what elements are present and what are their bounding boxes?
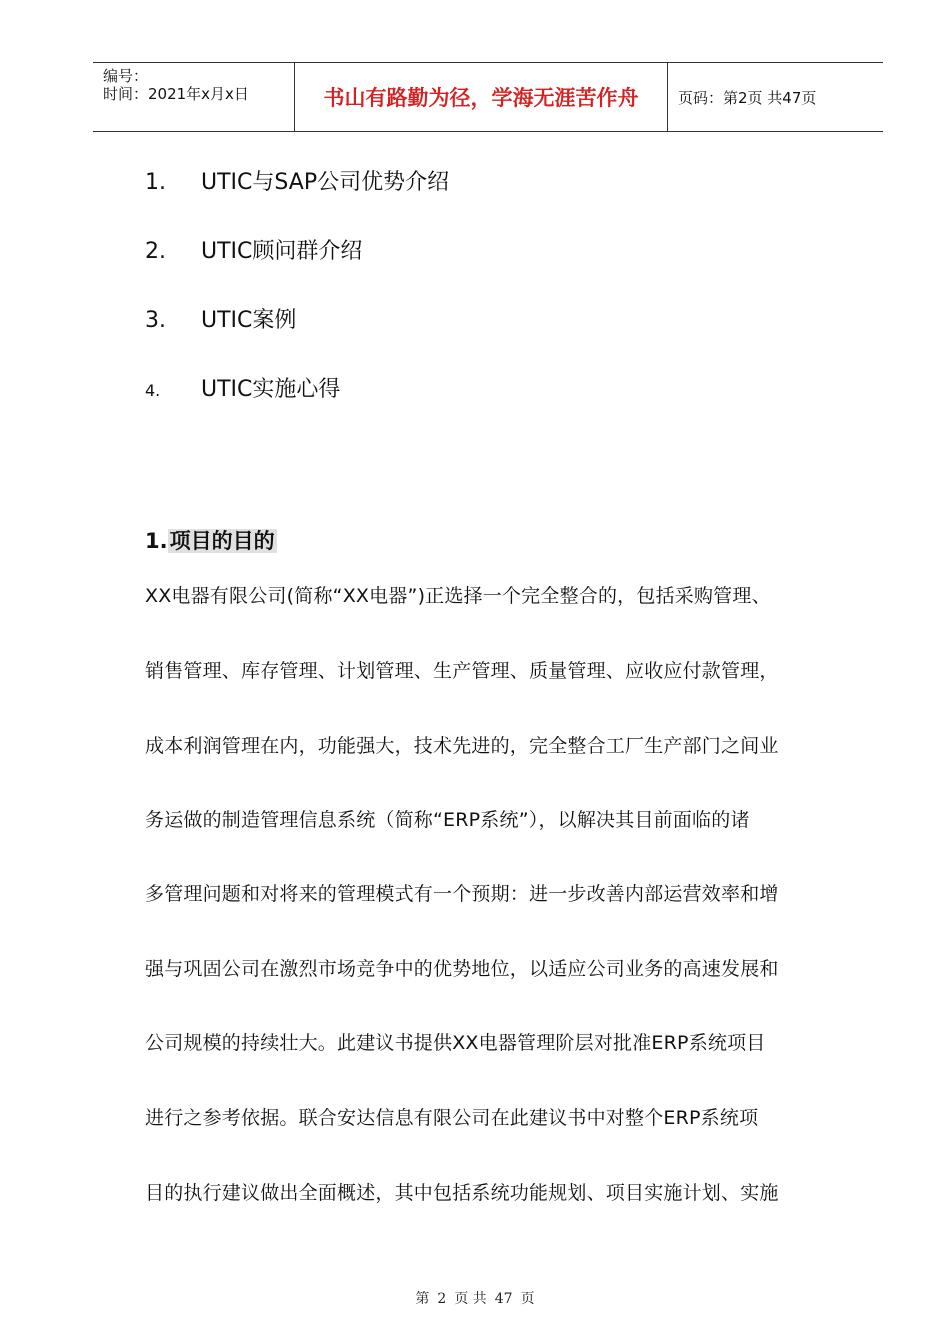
paragraph-line: 进行之参考依据。联合安达信息有限公司在此建议书中对整个ERP系统项: [145, 1107, 759, 1129]
toc-item: [145, 377, 340, 404]
toc-item: [145, 239, 362, 265]
header-page-info: 页码：第2页 共47页: [678, 88, 817, 107]
paragraph-line: 务运做的制造管理信息系统（简称“ERP系统”），以解决其目前面临的诸: [145, 809, 750, 831]
header-page-cell: [668, 63, 883, 131]
toc-item-number: 3.: [145, 308, 166, 333]
toc-item-number: 4.: [145, 381, 161, 400]
footer-mid: 页 共: [454, 1291, 487, 1307]
footer-total-pages: 47: [494, 1291, 513, 1307]
toc-item-text: UTIC案例: [201, 308, 297, 333]
document-time-label: 时间：2021年x月x日: [103, 85, 249, 103]
header-meta-cell: [93, 63, 295, 131]
paragraph-line: 成本利润管理在内，功能强大，技术先进的，完全整合工厂生产部门之间业: [145, 735, 779, 757]
document-number-label: 编号：: [103, 67, 149, 85]
section-number: 1.: [145, 529, 168, 553]
toc-item-text: UTIC与SAP公司优势介绍: [201, 170, 450, 195]
toc-item: [145, 170, 449, 196]
page-footer: [0, 1288, 950, 1308]
section-heading: [145, 527, 277, 555]
footer-prefix: 第: [415, 1291, 430, 1307]
paragraph-line: 多管理问题和对将来的管理模式有一个预期：进一步改善内部运营效率和增: [145, 883, 779, 905]
section-title: 项目的目的: [169, 529, 275, 553]
footer-suffix: 页: [520, 1291, 535, 1307]
paragraph-line: 强与巩固公司在激烈市场竞争中的优势地位，以适应公司业务的高速发展和: [145, 958, 779, 980]
toc-item-number: 2.: [145, 239, 166, 264]
page-header: [93, 62, 883, 132]
toc-item-text: UTIC实施心得: [201, 377, 341, 402]
header-motto-cell: [295, 63, 668, 131]
paragraph-line: 销售管理、库存管理、计划管理、生产管理、质量管理、应收应付款管理，: [145, 660, 779, 682]
toc-item-number: 1.: [145, 170, 166, 195]
toc-item-text: UTIC顾问群介绍: [201, 239, 363, 264]
paragraph-line: XX电器有限公司(简称“XX电器”)正选择一个完全整合的，包括采购管理、: [145, 585, 771, 607]
paragraph-line: 目的执行建议做出全面概述，其中包括系统功能规划、项目实施计划、实施: [145, 1182, 779, 1204]
header-motto: 书山有路勤为径，学海无涯苦作舟: [323, 85, 639, 110]
paragraph-line: 公司规模的持续壮大。此建议书提供XX电器管理阶层对批准ERP系统项目: [145, 1032, 766, 1054]
footer-page-number: 2: [437, 1291, 447, 1307]
toc-item: [145, 308, 296, 334]
